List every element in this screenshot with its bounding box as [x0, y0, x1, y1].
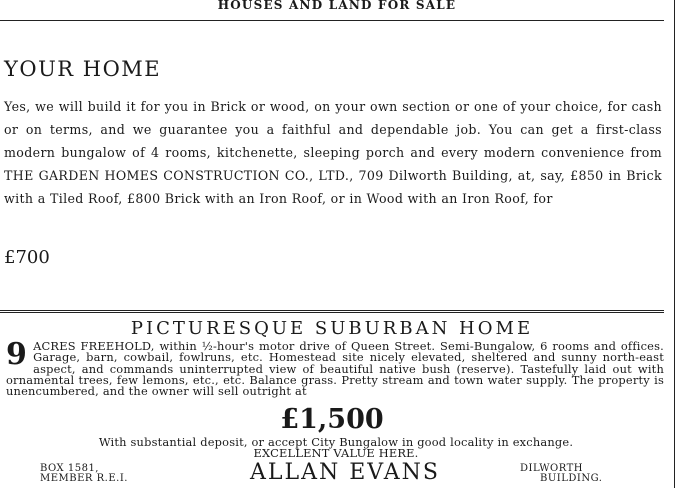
ad2-terms [6, 437, 666, 459]
ad2-price: £1,500 [280, 404, 384, 435]
ad2-footer-right [520, 464, 602, 484]
ad2-body [6, 337, 664, 399]
ad2-box-number: BOX 1581, [40, 463, 99, 474]
ad2-building-line2: BUILDING. [540, 473, 603, 484]
ad1-heading: YOUR HOME [4, 57, 162, 81]
ad2-agent-name: ALLAN EVANS [250, 460, 440, 485]
divider-top [0, 20, 664, 21]
section-title: HOUSES AND LAND FOR SALE [217, 0, 457, 12]
ad2-terms-line2: EXCELLENT VALUE HERE. [253, 446, 419, 460]
ad2-building-line1: DILWORTH [520, 463, 583, 474]
ad1-price: £700 [4, 247, 50, 268]
ad2-terms-line1: With substantial deposit, or accept City Bungalow in good locality in exchange. [98, 435, 574, 449]
divider-middle-double [0, 312, 664, 313]
ad2-membership: MEMBER R.E.I. [40, 473, 128, 484]
divider-middle [0, 310, 664, 311]
ad2-body-text: ACRES FREEHOLD, within ½-hour's motor drive of Queen Street. Semi-Bungalow, 6 rooms and offices. Garage, barn, cowbail, fowlruns, etc. Homestead site nicely elevated, sheltered and sunny north-east aspect, and commands uninterrupted view of beautiful native bush (reserve). Tastefully laid out with ornamental trees, few lemons, etc., etc. Balance grass. Pretty stream and town water supply. The property is unencumbered, and the owner will sell outright at [6, 339, 664, 399]
ad1-body: Yes, we will build it for you in Brick or wood, on your own section or one of your choice, for cash or on terms, and we guarantee you a faithful and dependable job. You can get a first-class modern bungalow of 4 rooms, kitchenette, sleeping porch and every modern convenience from THE GARDEN HOMES CONSTRUCTION CO., LTD., 709 Dilworth Building, at, say, £850 in Brick with a Tiled Roof, £800 Brick with an Iron Roof, or in Wood with an Iron Roof, for [4, 99, 662, 206]
ad2-dropcap: 9 [6, 337, 28, 372]
column-rule [674, 0, 675, 488]
ad2-heading: PICTURESQUE SUBURBAN HOME [130, 318, 534, 339]
ad2-footer-left [40, 464, 128, 484]
